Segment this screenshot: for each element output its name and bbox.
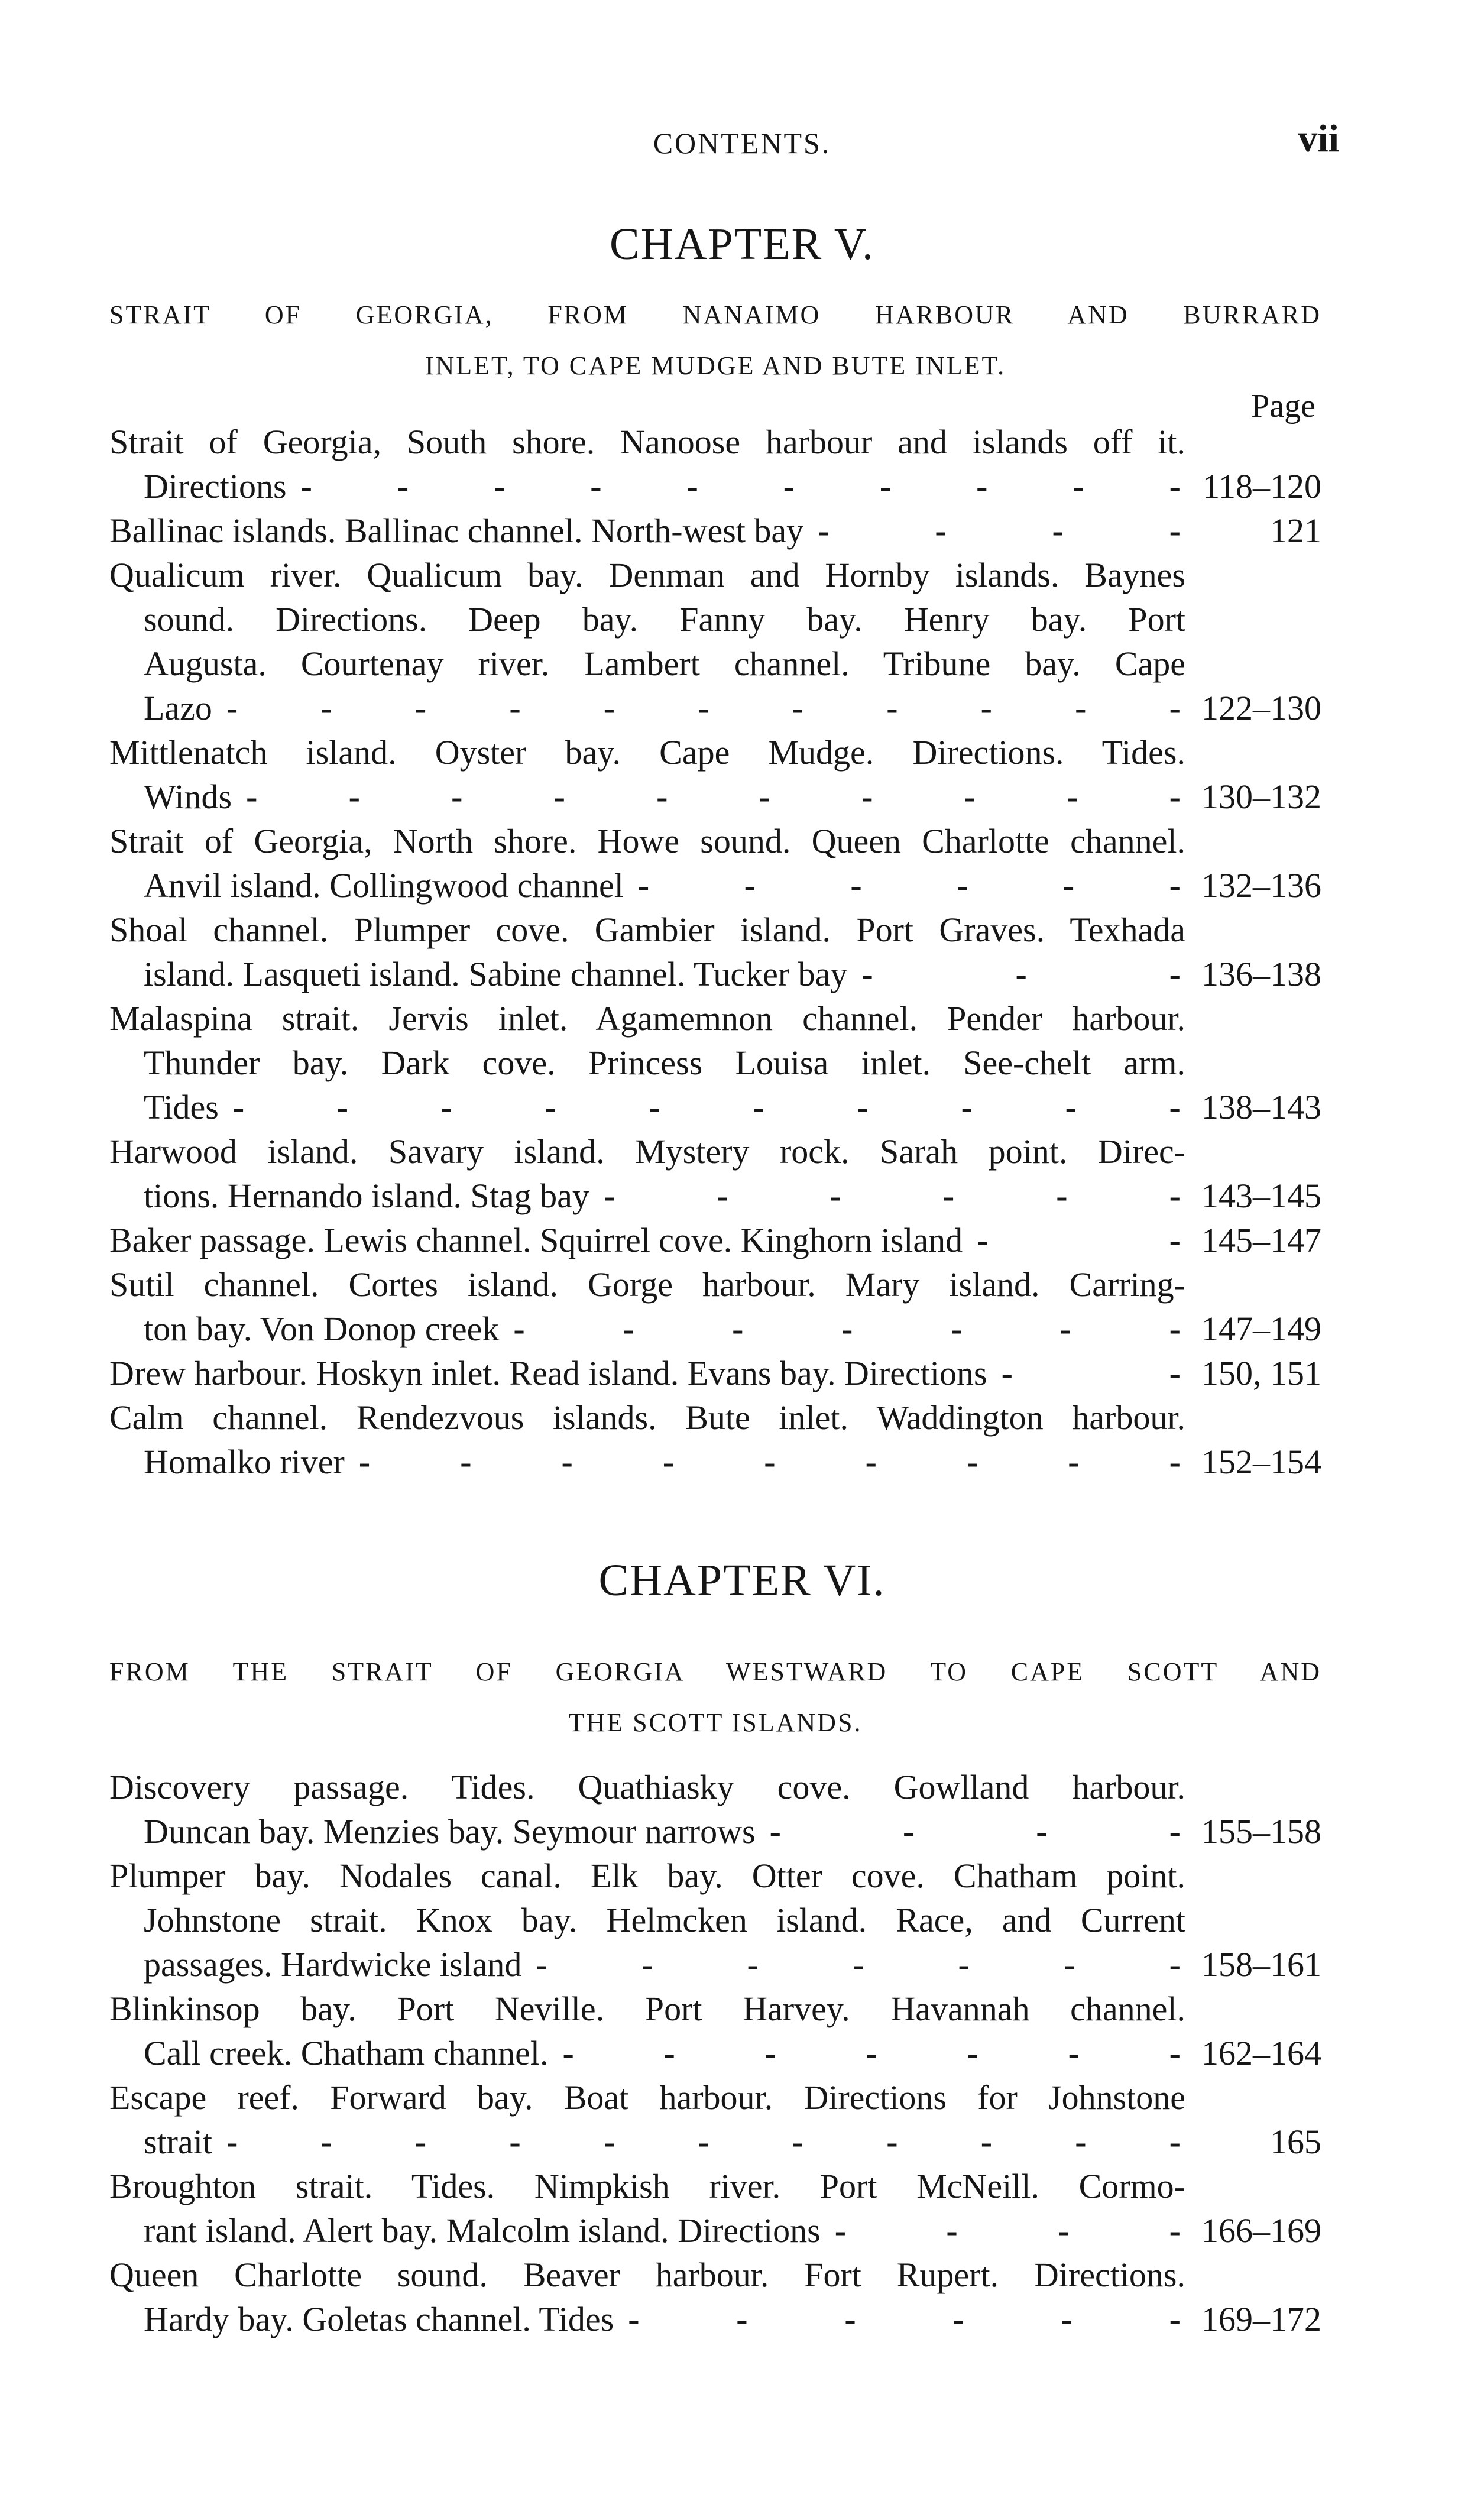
leader-dash: - — [1169, 511, 1181, 550]
leader-dash: - — [1169, 866, 1181, 905]
leader-dash: - — [662, 1443, 675, 1481]
leader-dash: - — [841, 1310, 853, 1348]
contents-entry-line — [109, 420, 1321, 464]
dot-leader — [212, 686, 1191, 730]
contents-entry — [109, 730, 1321, 819]
contents-entry — [109, 1987, 1321, 2075]
entry-text: Duncan bay. Menzies bay. Seymour narrows — [144, 1812, 756, 1851]
leader-dash: - — [1169, 1221, 1181, 1259]
entry-text: Discovery passage. Tides. Quathiasky cove. Gowlland harbour. — [109, 1768, 1185, 1806]
dot-leader — [963, 1218, 1191, 1262]
leader-dash: - — [980, 2123, 993, 2161]
contents-entry-line — [109, 2075, 1321, 2120]
dot-leader — [624, 863, 1191, 908]
leader-dash: - — [792, 2123, 804, 2161]
dot-leader — [345, 1440, 1191, 1484]
leader-dash: - — [1068, 1443, 1080, 1481]
leader-dash: - — [736, 2300, 748, 2338]
leader-dash: - — [460, 1443, 472, 1481]
contents-entry-line — [109, 908, 1321, 952]
leader-dash: - — [513, 1310, 525, 1348]
contents-entry — [109, 908, 1321, 996]
leader-dash: - — [886, 2123, 898, 2161]
leader-dash: - — [1062, 866, 1075, 905]
contents-entry-line — [109, 2253, 1321, 2297]
contents-entry-line — [109, 553, 1321, 597]
contents-entry-line — [109, 1395, 1321, 1440]
leader-dash: - — [1169, 2123, 1181, 2161]
leader-dash: - — [641, 1945, 653, 1984]
leader-dash: - — [226, 689, 238, 727]
entry-text: Queen Charlotte sound. Beaver harbour. Fort Rupert. Directions. — [109, 2256, 1185, 2294]
leader-dash: - — [686, 467, 698, 506]
entry-text: passages. Hardwicke island — [144, 1945, 522, 1984]
contents-entry-line — [109, 642, 1321, 686]
leader-dash: - — [1068, 2034, 1080, 2072]
contents-entry — [109, 819, 1321, 908]
entry-text: Tides — [144, 1088, 219, 1126]
leader-dash: - — [1064, 1945, 1075, 1984]
leader-dash: - — [246, 777, 258, 816]
contents-entry-line — [109, 1809, 1321, 1854]
page-reference: 158–161 — [1201, 1945, 1321, 1984]
contents-entry-line — [109, 1854, 1321, 1898]
page-reference: 165 — [1270, 2123, 1321, 2161]
leader-dash: - — [320, 2123, 332, 2161]
leader-dash: - — [1073, 467, 1084, 506]
contents-entry-line — [109, 1085, 1321, 1129]
running-title: CONTENTS. — [653, 127, 831, 160]
leader-dash: - — [451, 777, 463, 816]
leader-dash: - — [942, 1177, 955, 1215]
leader-dash: - — [1015, 955, 1027, 993]
page-reference: 118–120 — [1203, 467, 1321, 506]
page-column-label: Page — [1251, 388, 1315, 425]
leader-dash: - — [844, 2300, 856, 2338]
dot-leader — [614, 2297, 1191, 2341]
entry-text: Anvil island. Collingwood channel — [144, 866, 624, 905]
dot-leader — [548, 2031, 1191, 2075]
contents-entry-line — [109, 686, 1321, 730]
leader-dash: - — [967, 2034, 978, 2072]
contents-entry-line — [109, 1440, 1321, 1484]
contents-list — [109, 420, 1321, 1484]
page-folio: vii — [1298, 117, 1339, 160]
leader-dash: - — [879, 467, 892, 506]
leader-dash: - — [1169, 955, 1181, 993]
leader-dash: - — [494, 467, 506, 506]
contents-entry — [109, 508, 1321, 553]
page-reference: 166–169 — [1201, 2211, 1321, 2250]
leader-dash: - — [866, 2034, 877, 2072]
dot-leader — [803, 508, 1191, 553]
chapter-title: CHAPTER VI. — [598, 1556, 886, 1605]
leader-dash: - — [980, 689, 992, 727]
leader-dash: - — [886, 689, 898, 727]
leader-dash: - — [1169, 1354, 1181, 1392]
contents-entry — [109, 996, 1321, 1129]
dot-leader — [756, 1809, 1191, 1854]
contents-entry-line — [109, 1351, 1321, 1395]
contents-entry-line — [109, 1765, 1321, 1809]
leader-dash: - — [769, 1812, 781, 1851]
page-reference: 136–138 — [1201, 955, 1321, 993]
page-reference: 162–164 — [1201, 2034, 1321, 2072]
chapter-subtitle — [109, 290, 1321, 391]
leader-dash: - — [961, 1088, 973, 1126]
contents-entry-line — [109, 1262, 1321, 1307]
page-reference: 132–136 — [1201, 866, 1321, 905]
contents-list — [109, 1765, 1321, 2341]
leader-dash: - — [1075, 689, 1087, 727]
entry-text: Plumper bay. Nodales canal. Elk bay. Otter cove. Chatham point. — [109, 1857, 1185, 1895]
contents-entry — [109, 1854, 1321, 1987]
leader-dash: - — [717, 1177, 728, 1215]
leader-dash: - — [850, 866, 862, 905]
leader-dash: - — [966, 1443, 978, 1481]
leader-dash: - — [783, 467, 795, 506]
chapter-subtitle — [109, 1647, 1321, 1748]
contents-entry-line — [109, 2297, 1321, 2341]
dot-leader — [521, 1942, 1191, 1987]
leader-dash: - — [1169, 777, 1181, 816]
leader-dash: - — [536, 1945, 547, 1984]
leader-dash: - — [553, 777, 565, 816]
dot-leader — [821, 2208, 1191, 2253]
leader-dash: - — [1061, 2300, 1073, 2338]
leader-dash: - — [902, 1812, 915, 1851]
dot-leader — [847, 952, 1191, 996]
entry-text: Broughton strait. Tides. Nimpkish river. Port McNeill. Cormo- — [109, 2167, 1185, 2205]
entry-text: Harwood island. Savary island. Mystery rock. Sarah point. Direc- — [109, 1132, 1185, 1171]
entry-text: Thunder bay. Dark cove. Princess Louisa inlet. See-chelt arm. — [144, 1044, 1185, 1082]
contents-entry — [109, 1765, 1321, 1854]
contents-entry — [109, 420, 1321, 508]
chapter-subtitle-line: THE SCOTT ISLANDS. — [568, 1708, 863, 1737]
leader-dash: - — [1169, 1443, 1181, 1481]
dot-leader — [589, 1174, 1191, 1218]
entry-text: ton bay. Von Donop creek — [144, 1310, 500, 1348]
contents-entry-line — [109, 597, 1321, 642]
contents-entry-line — [109, 1129, 1321, 1174]
page-reference: 138–143 — [1201, 1088, 1321, 1126]
entry-text: Escape reef. Forward bay. Boat harbour. Directions for Johnstone — [109, 2078, 1185, 2117]
leader-dash: - — [603, 2123, 615, 2161]
entry-text: Lazo — [144, 689, 212, 727]
contents-entry — [109, 1395, 1321, 1484]
leader-dash: - — [590, 467, 602, 506]
contents-entry-line — [109, 2031, 1321, 2075]
page-reference: 155–158 — [1201, 1812, 1321, 1851]
contents-entry — [109, 1129, 1321, 1218]
contents-entry — [109, 1351, 1321, 1395]
leader-dash: - — [764, 2034, 776, 2072]
leader-dash: - — [698, 2123, 709, 2161]
leader-dash: - — [1169, 2034, 1181, 2072]
contents-entry-line — [109, 1307, 1321, 1351]
chapter-subtitle-line: FROM THE STRAIT OF GEORGIA WESTWARD TO CAPE SCOTT AND — [109, 1657, 1321, 1686]
page-reference: 145–147 — [1201, 1221, 1321, 1259]
contents-entry-line — [109, 1898, 1321, 1942]
leader-dash: - — [603, 689, 615, 727]
contents-entry-line — [109, 819, 1321, 863]
leader-dash: - — [628, 2300, 640, 2338]
entry-text: sound. Directions. Deep bay. Fanny bay. Henry bay. Port — [144, 600, 1185, 639]
entry-text: Strait of Georgia, South shore. Nanoose harbour and islands off it. — [109, 423, 1185, 461]
contents-entry-line — [109, 775, 1321, 819]
leader-dash: - — [1169, 1812, 1181, 1851]
leader-dash: - — [1058, 2211, 1070, 2250]
leader-dash: - — [1169, 1177, 1181, 1215]
page-reference: 122–130 — [1201, 689, 1321, 727]
contents-entry-line — [109, 464, 1321, 508]
leader-dash: - — [414, 2123, 427, 2161]
entry-text: Shoal channel. Plumper cove. Gambier island. Port Graves. Texhada — [109, 911, 1185, 949]
contents-entry-line — [109, 1987, 1321, 2031]
contents-entry-line — [109, 1041, 1321, 1085]
contents-entry-line — [109, 1218, 1321, 1262]
leader-dash: - — [977, 1221, 989, 1259]
entry-text: Homalko river — [144, 1443, 345, 1481]
dot-leader — [499, 1307, 1191, 1351]
leader-dash: - — [623, 1310, 634, 1348]
leader-dash: - — [1169, 1945, 1181, 1984]
leader-dash: - — [958, 1945, 970, 1984]
leader-dash: - — [1169, 2211, 1181, 2250]
entry-text: Sutil channel. Cortes island. Gorge harbour. Mary island. Carring- — [109, 1265, 1185, 1304]
entry-text: strait — [144, 2123, 212, 2161]
entry-text: Strait of Georgia, North shore. Howe sound. Queen Charlotte channel. — [109, 822, 1185, 860]
leader-dash: - — [759, 777, 770, 816]
contents-entry — [109, 553, 1321, 730]
leader-dash: - — [561, 1443, 573, 1481]
leader-dash: - — [545, 1088, 557, 1126]
chapter-subtitle-line: INLET, TO CAPE MUDGE AND BUTE INLET. — [425, 351, 1006, 380]
leader-dash: - — [562, 2034, 574, 2072]
leader-dash: - — [663, 2034, 675, 2072]
contents-entry-line — [109, 2120, 1321, 2164]
leader-dash: - — [1059, 1310, 1072, 1348]
contents-entry — [109, 1262, 1321, 1351]
leader-dash: - — [1169, 2300, 1181, 2338]
entry-text: Mittlenatch island. Oyster bay. Cape Mudge. Directions. Tides. — [109, 733, 1185, 772]
leader-dash: - — [861, 777, 873, 816]
leader-dash: - — [865, 1443, 877, 1481]
leader-dash: - — [509, 689, 521, 727]
contents-entry-line — [109, 1942, 1321, 1987]
leader-dash: - — [300, 467, 312, 506]
leader-dash: - — [952, 2300, 964, 2338]
leader-dash: - — [792, 689, 804, 727]
leader-dash: - — [834, 2211, 847, 2250]
contents-entry-line — [109, 2164, 1321, 2208]
leader-dash: - — [1169, 1088, 1181, 1126]
leader-dash: - — [935, 511, 947, 550]
leader-dash: - — [637, 866, 650, 905]
dot-leader — [219, 1085, 1191, 1129]
contents-entry-line — [109, 996, 1321, 1041]
leader-dash: - — [603, 1177, 615, 1215]
dot-leader — [287, 464, 1191, 508]
entry-text: Drew harbour. Hoskyn inlet. Read island. Evans bay. Directions — [109, 1354, 987, 1392]
entry-text: tions. Hernando island. Stag bay — [144, 1177, 589, 1215]
entry-text: Johnstone strait. Knox bay. Helmcken island. Race, and Current — [144, 1901, 1185, 1939]
leader-dash: - — [440, 1088, 453, 1126]
leader-dash: - — [732, 1310, 744, 1348]
page-reference: 169–172 — [1201, 2300, 1321, 2338]
leader-dash: - — [1036, 1812, 1048, 1851]
entry-text: Baker passage. Lewis channel. Squirrel cove. Kinghorn island — [109, 1221, 963, 1259]
contents-entry-line — [109, 2208, 1321, 2253]
leader-dash: - — [397, 467, 409, 506]
page-reference: 143–145 — [1201, 1177, 1321, 1215]
chapter-title: CHAPTER V. — [610, 219, 874, 269]
leader-dash: - — [853, 1945, 864, 1984]
page-reference: 150, 151 — [1201, 1354, 1321, 1392]
leader-dash: - — [232, 1088, 245, 1126]
entry-text: island. Lasqueti island. Sabine channel. Tucker bay — [144, 955, 848, 993]
page-reference: 147–149 — [1201, 1310, 1321, 1348]
entry-text: Blinkinsop bay. Port Neville. Port Harvey. Havannah channel. — [109, 1990, 1185, 2028]
contents-entry-line — [109, 1174, 1321, 1218]
leader-dash: - — [336, 1088, 349, 1126]
leader-dash: - — [857, 1088, 869, 1126]
leader-dash: - — [1067, 777, 1078, 816]
leader-dash: - — [964, 777, 976, 816]
contents-entry-line — [109, 952, 1321, 996]
page-reference: 152–154 — [1201, 1443, 1321, 1481]
leader-dash: - — [946, 2211, 958, 2250]
contents-entry — [109, 2075, 1321, 2164]
leader-dash: - — [1169, 1310, 1181, 1348]
leader-dash: - — [414, 689, 427, 727]
leader-dash: - — [957, 866, 968, 905]
entry-text: Ballinac islands. Ballinac channel. North-west bay — [109, 511, 804, 550]
leader-dash: - — [753, 1088, 764, 1126]
contents-entry — [109, 1218, 1321, 1262]
entry-text: Malaspina strait. Jervis inlet. Agamemnon channel. Pender harbour. — [109, 999, 1185, 1038]
leader-dash: - — [1075, 2123, 1087, 2161]
leader-dash: - — [747, 1945, 759, 1984]
leader-dash: - — [1056, 1177, 1068, 1215]
leader-dash: - — [1169, 467, 1181, 506]
page-reference: 130–132 — [1201, 777, 1321, 816]
entry-text: Call creek. Chatham channel. — [144, 2034, 549, 2072]
contents-entry-line — [109, 508, 1321, 553]
leader-dash: - — [744, 866, 756, 905]
leader-dash: - — [649, 1088, 661, 1126]
leader-dash: - — [950, 1310, 963, 1348]
leader-dash: - — [509, 2123, 521, 2161]
leader-dash: - — [656, 777, 668, 816]
entry-text: Directions — [144, 467, 287, 506]
contents-entry — [109, 2164, 1321, 2253]
entry-text: Qualicum river. Qualicum bay. Denman and Hornby islands. Baynes — [109, 556, 1185, 594]
dot-leader — [232, 775, 1191, 819]
leader-dash: - — [818, 511, 830, 550]
dot-leader — [212, 2120, 1191, 2164]
leader-dash: - — [830, 1177, 841, 1215]
leader-dash: - — [1065, 1088, 1077, 1126]
page-reference: 121 — [1270, 511, 1321, 550]
entry-text: rant island. Alert bay. Malcolm island. Directions — [144, 2211, 821, 2250]
dot-leader — [987, 1351, 1191, 1395]
leader-dash: - — [1001, 1354, 1013, 1392]
leader-dash: - — [764, 1443, 776, 1481]
leader-dash: - — [348, 777, 360, 816]
contents-entry-line — [109, 863, 1321, 908]
leader-dash: - — [861, 955, 873, 993]
entry-text: Hardy bay. Goletas channel. Tides — [144, 2300, 614, 2338]
entry-text: Calm channel. Rendezvous islands. Bute inlet. Waddington harbour. — [109, 1398, 1185, 1437]
contents-entry-line — [109, 730, 1321, 775]
running-head — [0, 117, 1484, 163]
leader-dash: - — [358, 1443, 371, 1481]
chapter-subtitle-line: STRAIT OF GEORGIA, FROM NANAIMO HARBOUR AND BURRARD — [109, 300, 1321, 329]
leader-dash: - — [698, 689, 709, 727]
leader-dash: - — [1052, 511, 1064, 550]
leader-dash: - — [1169, 689, 1181, 727]
entry-text: Winds — [144, 777, 232, 816]
leader-dash: - — [226, 2123, 238, 2161]
entry-text: Augusta. Courtenay river. Lambert channel. Tribune bay. Cape — [144, 644, 1185, 683]
leader-dash: - — [320, 689, 332, 727]
contents-entry — [109, 2253, 1321, 2341]
leader-dash: - — [976, 467, 988, 506]
